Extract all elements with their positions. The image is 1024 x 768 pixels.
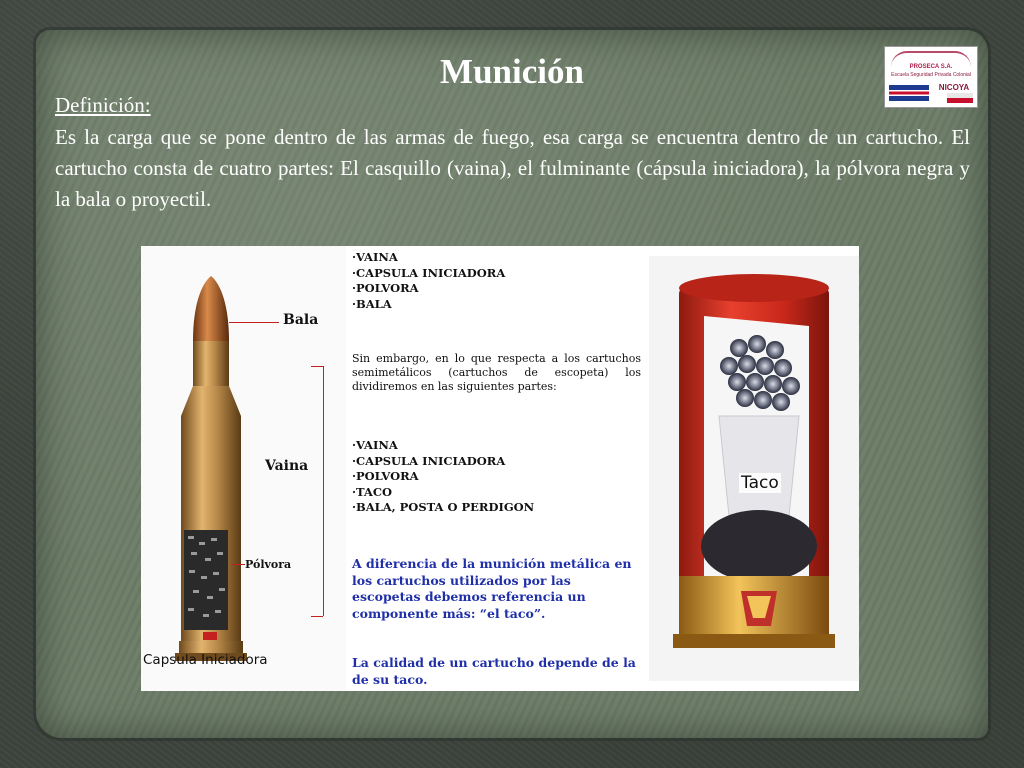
costa-rica-flag-icon [889, 85, 929, 101]
bala-leader-line [229, 322, 279, 323]
logo-line-1: PROSECA S.A. [909, 64, 953, 70]
definition-text: Es la carga que se pone dentro de las armas de fuego, esa carga se encuentra dentro de un cartucho. El cartucho consta de cuatro partes: El casquillo (vaina), el fulminante (cápsula iniciadora), la pólvora negra y la bala o proyectil. [55, 125, 970, 211]
taco-explanation: A diferencia de la munición metálica en los cartuchos utilizados por las escopetas debemos referencia un componente más: “el taco”. [352, 556, 632, 621]
label-taco: Taco [741, 473, 779, 493]
polvora-leader-line [231, 564, 245, 565]
logo-line-3: NICOYA [938, 83, 970, 92]
logo-line-2: Escuela Seguridad Privada Colonial [891, 72, 971, 78]
list-item: ·BALA, POSTA O PERDIGON [352, 500, 535, 514]
list-item: ·CAPSULA INICIADORA [352, 453, 506, 468]
taco-quality-note: La calidad de un cartucho depende de la de su taco. [352, 655, 636, 687]
list-item: ·POLVORA [352, 469, 419, 483]
nicoya-flag-icon [947, 93, 973, 103]
vaina-bracket-top [311, 366, 323, 367]
list-item: ·TACO [352, 484, 393, 499]
vaina-bracket-bottom [311, 616, 323, 617]
metal-cartridge-part-list [352, 250, 505, 312]
label-vaina: Vaina [265, 458, 309, 474]
shotgun-shell-icon [649, 256, 859, 681]
slide-title: Munición [440, 52, 584, 91]
label-capsula-iniciadora: Capsula Iniciadora [143, 652, 268, 668]
list-item: ·BALA [352, 296, 392, 311]
rifle-cartridge-illustration [141, 246, 346, 691]
list-item: ·VAINA [352, 438, 398, 452]
label-bala: Bala [283, 312, 319, 328]
definition-label: Definición: [55, 93, 151, 117]
ammunition-figure [141, 246, 859, 691]
semimetal-paragraph: Sin embargo, en lo que respecta a los cartuchos semimetálicos (cartuchos de escopeta) los dividiremos en las siguientes partes: [352, 352, 641, 393]
list-item: ·POLVORA [352, 281, 419, 295]
label-polvora: Pólvora [245, 558, 292, 571]
list-item: ·CAPSULA INICIADORA [352, 265, 506, 280]
shotgun-cartridge-part-list [352, 438, 534, 516]
vaina-bracket [323, 366, 324, 616]
list-item: ·VAINA [352, 250, 398, 264]
school-logo [884, 46, 978, 108]
shotgun-shell-illustration [649, 256, 859, 681]
